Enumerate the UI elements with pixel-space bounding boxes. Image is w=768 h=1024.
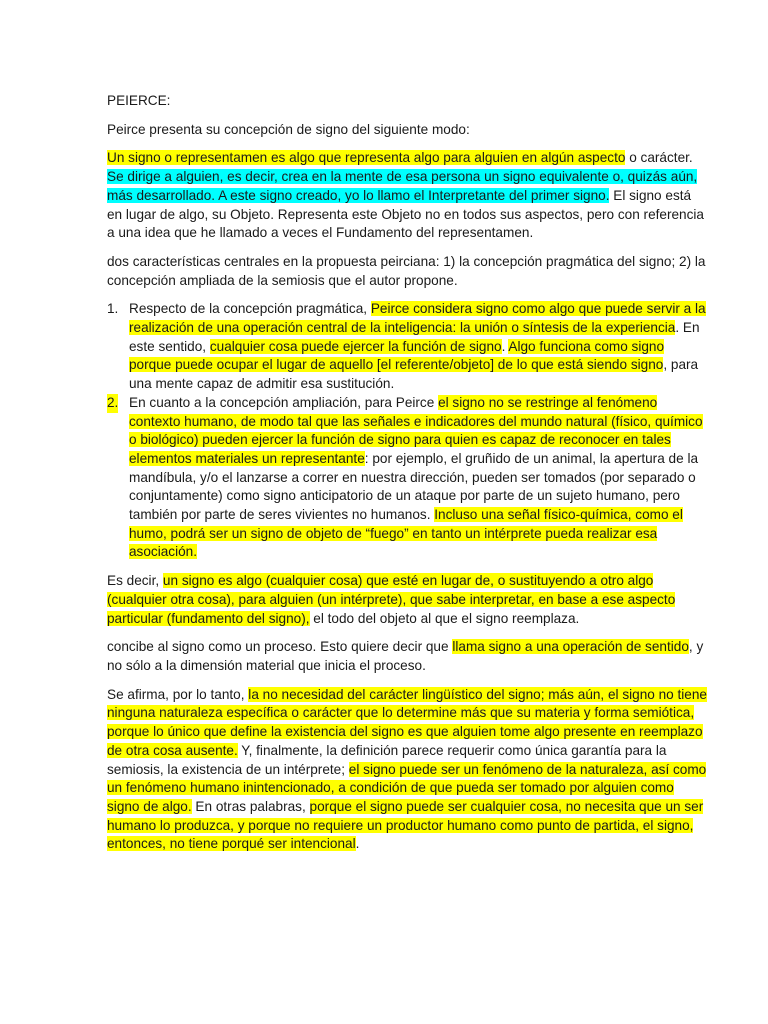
- text-run: .: [355, 836, 360, 852]
- list-number: 1.: [107, 301, 119, 317]
- highlighted-text: cualquier cosa puede ejercer la función de signo: [209, 338, 502, 354]
- text-run: . En este sentido,: [129, 320, 700, 354]
- highlighted-text: la no necesidad del carácter lingüístico del signo; más aún, el signo no tiene ninguna naturaleza específica o carácter que lo determine más que su materia y forma semiótica, porque lo único que define la existencia del signo es que alguien tome algo presente en reemplazo de otra cosa ausente.: [107, 686, 707, 758]
- highlighted-text: porque el signo puede ser cualquier cosa, no necesita que un ser humano lo produzca, y porque no requiere un productor humano como punto de partida, el signo, entonces, no tiene porqué ser intencional: [107, 798, 704, 852]
- highlighted-text: Se dirige a alguien, es decir, crea en la mente de esa persona un signo equivalente o, quizás aún, más desarrollado. A este signo creado, yo lo llamo el Interpretante del primer signo.: [107, 169, 698, 203]
- text-run: o carácter.: [625, 150, 693, 166]
- highlighted-text: Algo funciona como signo porque puede ocupar el lugar de aquello [el referente/objeto] de lo que está siendo signo: [129, 338, 665, 373]
- text-run: El signo está en lugar de algo, su Objeto. Representa este Objeto no en todos sus aspectos, pero con referencia a una idea que he llamado a veces el Fundamento del representamen.: [107, 187, 704, 241]
- list-number: 2.: [107, 394, 118, 413]
- quote-paragraph: [107, 149, 708, 243]
- text-run: Respecto de la concepción pragmática,: [129, 301, 371, 317]
- highlighted-text: Un signo o representamen es algo que representa algo para alguien en algún aspecto: [107, 150, 626, 166]
- conclusion-paragraph: [107, 686, 708, 854]
- text-run: dos características centrales en la propuesta peirciana: 1) la concepción pragmática del signo; 2) la concepción ampliada de la semiosis que el autor propone.: [107, 253, 706, 288]
- text-run: : por ejemplo, el gruñido de un animal, la apertura de la mandíbula, y/o el lanzarse a correr en nuestra dirección, pueden ser tomados (por separado o conjuntamente) como signo anticipatorio de un ataque por parte de un sujeto humano, pero también por parte de seres vivientes no humanos.: [129, 450, 699, 523]
- text-run: el todo del objeto al que el signo reemplaza.: [309, 610, 580, 626]
- numbered-list: [107, 300, 708, 562]
- highlighted-text: el signo no se restringe al fenómeno contexto humano, de modo tal que las señales e indicadores del mundo natural (físico, químico o biológico) pueden ejercer la función de signo para quien es capaz de reconocer en tales elementos materiales un representante: [129, 394, 703, 466]
- text-run: , para una mente capaz de admitir esa sustitución.: [129, 357, 699, 392]
- summary-paragraph: [107, 572, 708, 628]
- text-run: En otras palabras,: [191, 798, 310, 814]
- list-item-text: [129, 301, 706, 391]
- text-run: , y no sólo a la dimensión material que inicia el proceso.: [107, 639, 704, 673]
- highlighted-text: Incluso una señal físico-química, como el humo, podrá ser un signo de objeto de “fuego” en tanto un intérprete pueda realizar esa asociación.: [129, 507, 683, 560]
- highlighted-text: el signo puede ser un fenómeno de la naturaleza, así como un fenómeno humano inintencionado, a condición de que pueda ser tomado por alguien como signo de algo.: [107, 761, 707, 814]
- list-item-text: [129, 395, 703, 560]
- highlighted-text: llama signo a una operación de sentido: [452, 639, 689, 655]
- intro-paragraph: Peirce presenta su concepción de signo del siguiente modo:: [107, 121, 470, 137]
- list-item: [107, 394, 708, 562]
- text-run: concibe al signo como un proceso. Esto quiere decir que: [107, 639, 453, 655]
- highlighted-text: un signo es algo (cualquier cosa) que esté en lugar de, o sustituyendo a otro algo (cualquier otra cosa), para alguien (un intérprete), que sabe interpretar, en base a ese aspecto particular (fundamento del signo),: [107, 573, 676, 626]
- text-run: Y, finalmente, la definición parece requerir como única garantía para la semiosis, la existencia de un intérprete;: [107, 742, 667, 777]
- process-paragraph: [107, 638, 708, 675]
- characteristics-paragraph: [107, 253, 708, 290]
- highlighted-text: Peirce considera signo como algo que puede servir a la realización de una operación central de la inteligencia: la unión o síntesis de la experiencia: [129, 301, 706, 336]
- list-item: [107, 300, 708, 394]
- text-run: .: [501, 338, 509, 354]
- text-run: Se afirma, por lo tanto,: [107, 686, 249, 702]
- document-title: PEIERCE:: [107, 93, 171, 108]
- text-run: Es decir,: [107, 573, 163, 589]
- text-run: En cuanto a la concepción ampliación, para Peirce: [129, 394, 439, 410]
